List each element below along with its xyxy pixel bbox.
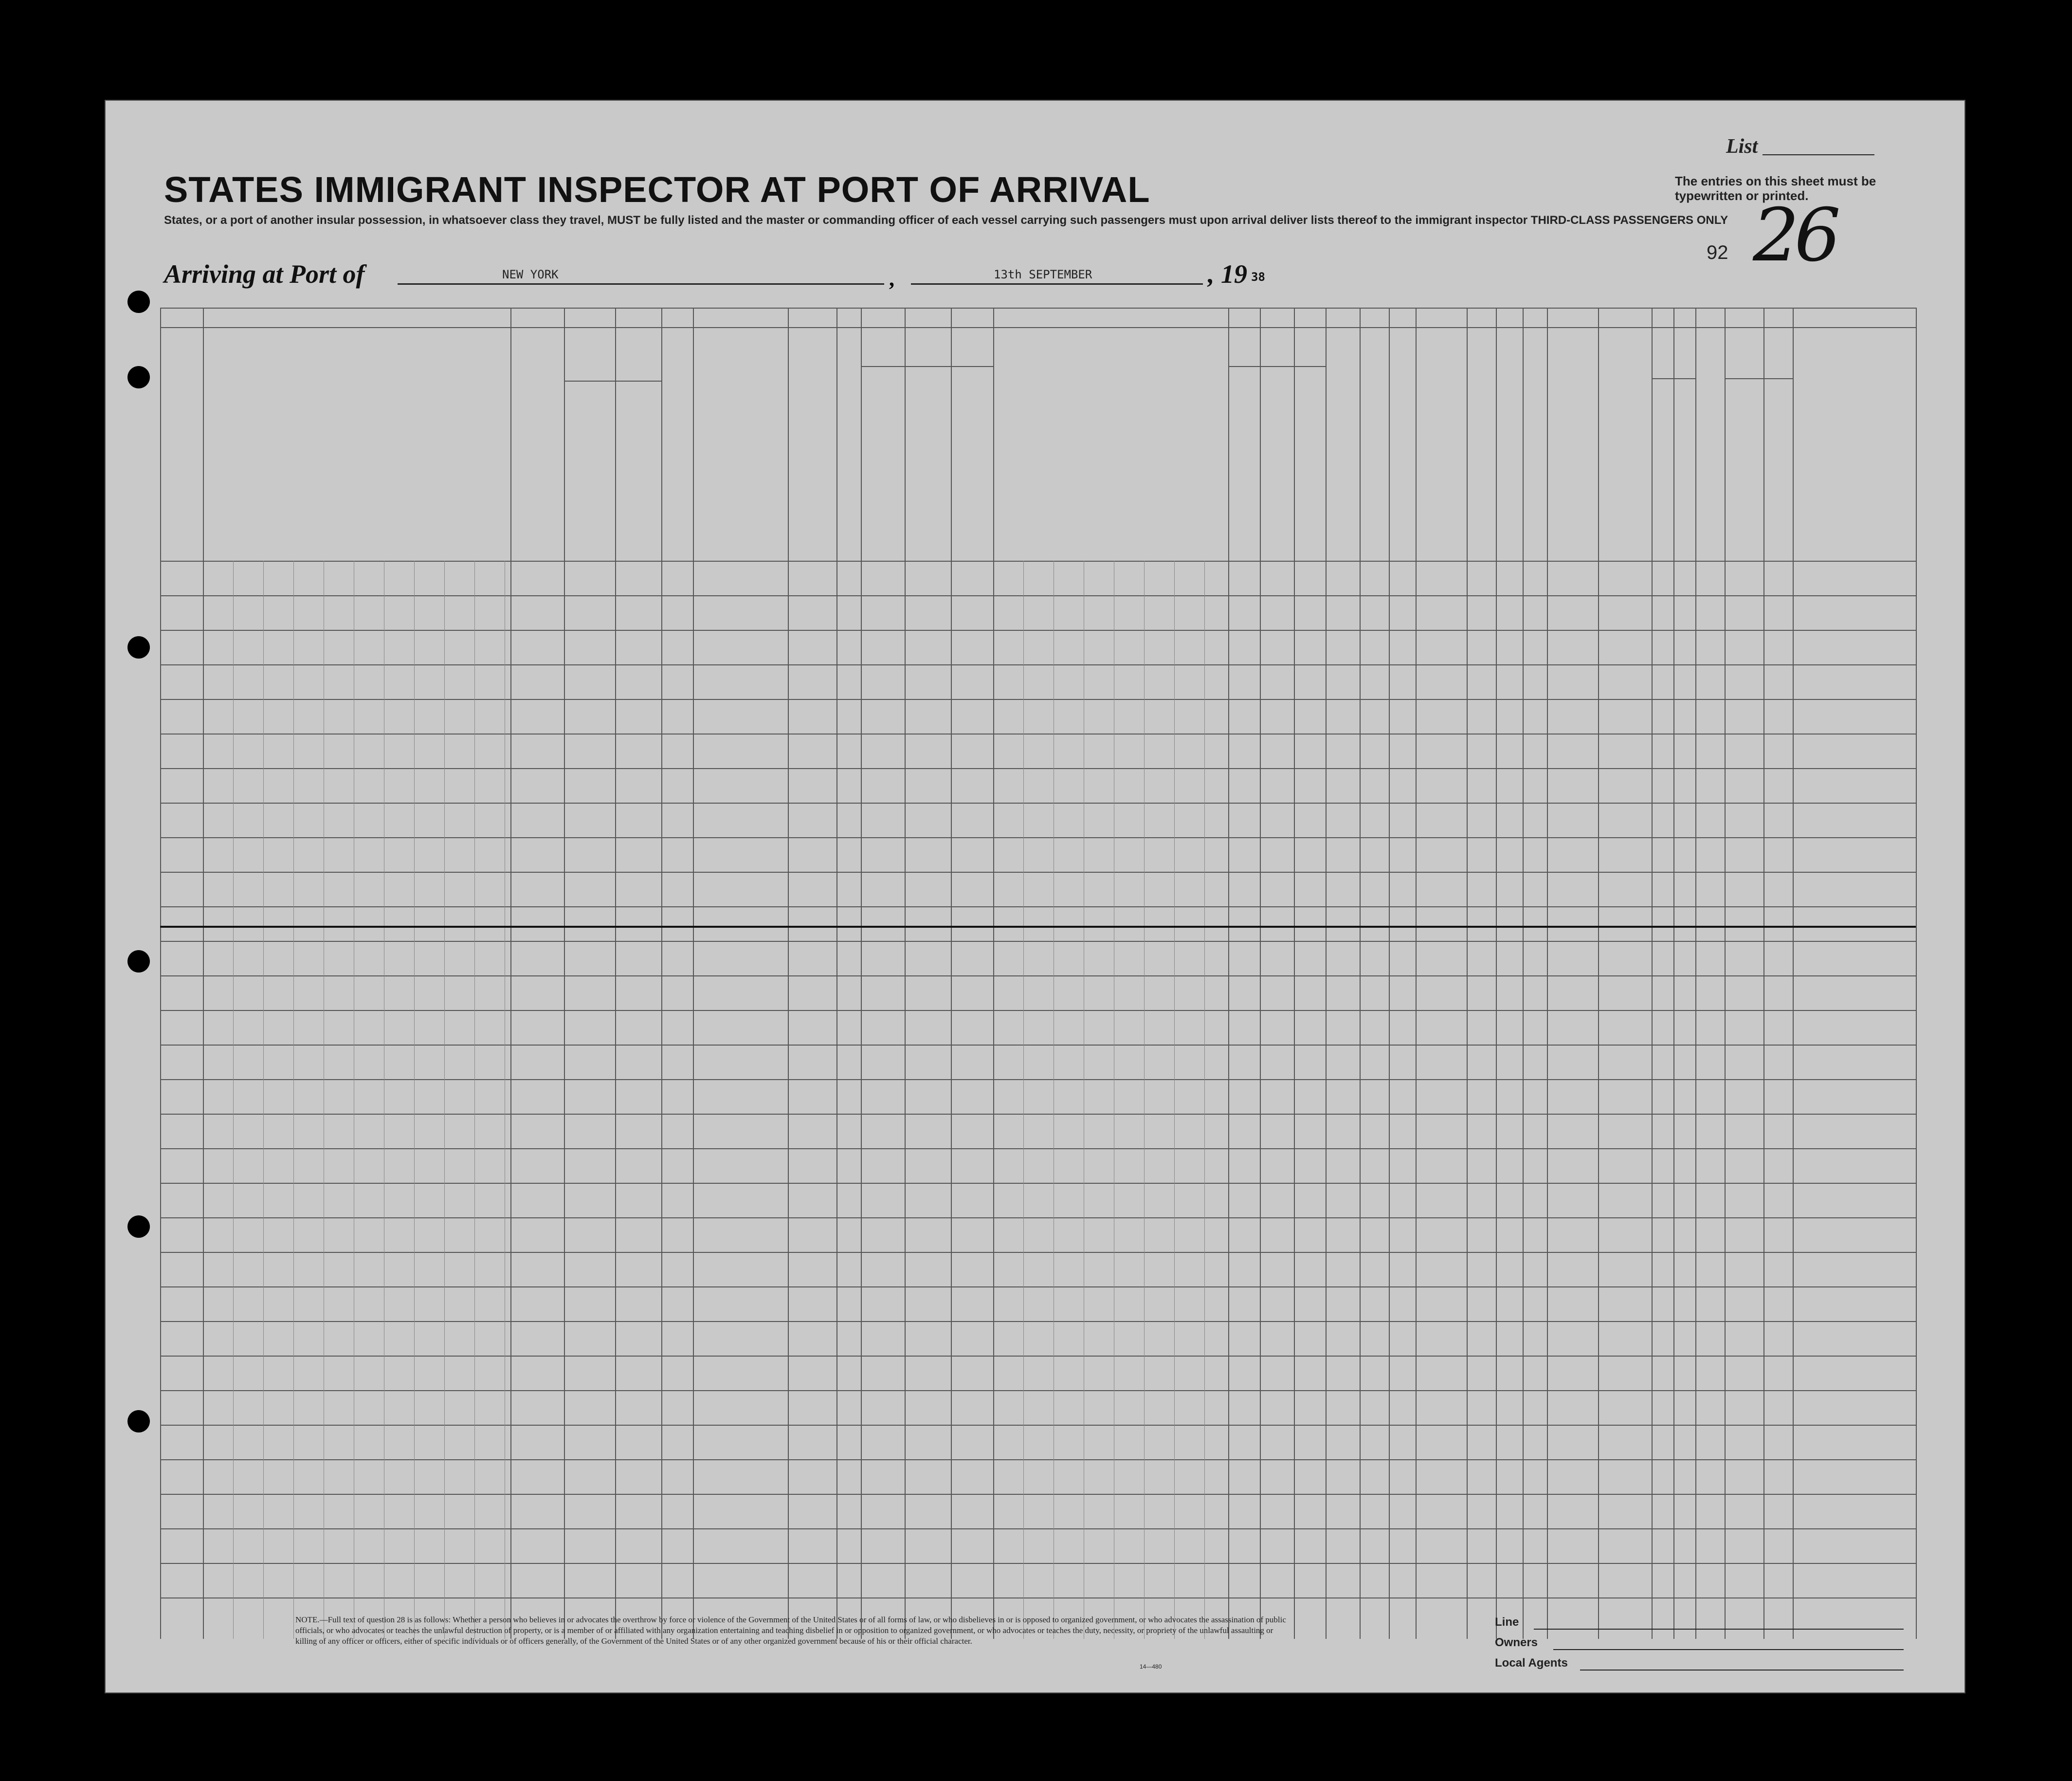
- grid-minor-rule: [293, 561, 294, 1639]
- list-label: List: [1726, 135, 1758, 158]
- arriving-label: Arriving at Port of: [164, 259, 365, 289]
- grid-column-rule: [1598, 308, 1599, 1639]
- grid-column-rule: [1360, 308, 1361, 1639]
- grid-column-rule: [1467, 308, 1468, 1639]
- grid-row-rule: [160, 1286, 1916, 1287]
- grid-subheader-rule: [1725, 378, 1793, 379]
- line-signature-line: [1534, 1628, 1904, 1630]
- grid-minor-rule: [1023, 561, 1024, 1639]
- grid-row-rule: [160, 699, 1916, 700]
- grid-row-rule: [160, 1494, 1916, 1495]
- grid-column-rule: [1793, 308, 1794, 1639]
- grid-column-rule: [1673, 308, 1674, 1639]
- grid-subheader-rule: [861, 366, 993, 367]
- grid-row-rule: [160, 1045, 1916, 1046]
- grid-row-rule: [160, 1114, 1916, 1115]
- grid-column-rule: [1763, 308, 1764, 1639]
- grid-column-rule: [1523, 308, 1524, 1639]
- grid-row-rule: [160, 837, 1916, 838]
- grid-column-rule: [788, 308, 789, 1639]
- column-header-c25: [1328, 342, 1358, 556]
- grid-column-rule: [951, 308, 952, 1639]
- grid-row-rule: [160, 1459, 1916, 1460]
- grid-minor-rule: [474, 561, 475, 1639]
- list-line: [1763, 154, 1874, 155]
- grid-row-rule: [160, 664, 1916, 665]
- grid-row-rule: [160, 1183, 1916, 1184]
- grid-column-rule: [1725, 308, 1726, 1639]
- punch-hole: [127, 950, 150, 973]
- grid-row-rule: [160, 803, 1916, 804]
- column-header-c19: [664, 342, 691, 556]
- grid-row-rule: [160, 1010, 1916, 1011]
- page-title: STATES IMMIGRANT INSPECTOR AT PORT OF ARRIVAL: [164, 169, 1150, 210]
- grid-subheader-rule: [564, 381, 661, 382]
- agents-signature-line: [1580, 1669, 1904, 1671]
- column-header-c24a: [1231, 376, 1258, 556]
- grid-row-rule: [160, 1252, 1916, 1253]
- port-field: [398, 264, 884, 285]
- grid-row-rule: [160, 630, 1916, 631]
- page-subtitle: States, or a port of another insular possession, in whatsoever class they travel, MUST be fully listed and the master or commanding officer of each vessel carrying such passengers must upon arrival deliver lists thereof to the immigrant inspector THIRD-CLASS PASSENGERS ONLY: [164, 214, 1728, 227]
- grid-header-num-rule: [160, 327, 1916, 328]
- punch-hole: [127, 1215, 150, 1238]
- grid-row-rule: [160, 1079, 1916, 1080]
- punch-hole: [127, 366, 150, 388]
- owners-label: Owners: [1495, 1636, 1538, 1649]
- year-suffix: 38: [1251, 270, 1265, 284]
- grid-row-rule: [160, 1321, 1916, 1322]
- owners-signature-line: [1553, 1649, 1904, 1650]
- grid-subheader-rule: [1652, 378, 1695, 379]
- manifest-table: [160, 308, 1916, 1639]
- grid-row-rule: [160, 1563, 1916, 1564]
- column-header-c29: [1470, 342, 1494, 556]
- signoff-block: [1495, 1612, 1568, 1673]
- grid-row-rule: [160, 1528, 1916, 1529]
- grid-column-rule: [510, 308, 511, 1639]
- grid-column-rule: [836, 308, 837, 1639]
- grid-column-rule: [1916, 308, 1917, 1639]
- grid-column-rule: [993, 308, 994, 1639]
- form-number: 14—480: [1140, 1663, 1162, 1670]
- grid-column-rule: [564, 308, 565, 1639]
- grid-row-rule: [160, 1217, 1916, 1218]
- grid-header-top-rule: [160, 308, 1916, 309]
- grid-column-rule: [1389, 308, 1390, 1639]
- grid-row-rule: [160, 595, 1916, 596]
- grid-column-rule: [693, 308, 694, 1639]
- list-number-printed: 92: [1707, 242, 1728, 263]
- grid-row-rule: [160, 872, 1916, 873]
- punch-hole: [127, 1410, 150, 1432]
- manifest-sheet: STATES IMMIGRANT INSPECTOR AT PORT OF ARRIVAL States, or a port of another insular possession, in whatsoever class they travel, MUST be fully listed and the master or commanding officer of each vessel carrying such passengers must upon arrival deliver lists thereof to the immigrant inspector THIRD-CLASS PASSENGERS ONLY Arriving at Port of NEW YORK , 13th SEPTEMBER , 19 38 List The entries on this sheet must be typewritten or printed. 92 26 NOTE.—Full text of question 28 is as follows: Whether a person who believes in or advocates the overthrow by force or violence of the Government of the United States or of all forms of law, or who disbelieves in or is opposed to organized government, or who advocates the assassination of public officials, or who advocates or teaches the unlawful destruction of property, or is a member of or affiliated with any organization entertaining and teaching disbelief in or opposition to organized government, or who advocates or teaches the duty, necessity, or propriety of the unlawful assaulting or killing of any officer or officers, either of specific individuals or of officers generally, of the Government of the United States or of any other organized government because of his or their official character. Line Owners Local Agents 14—480: [105, 100, 1965, 1693]
- grid-row-rule: [160, 1597, 1916, 1598]
- column-header-c26: [1363, 342, 1387, 556]
- punch-hole: [127, 636, 150, 659]
- grid-minor-rule: [263, 561, 264, 1639]
- grid-row-rule: [160, 1390, 1916, 1391]
- footnote: NOTE.—Full text of question 28 is as follows: Whether a person who believes in or advocates the overthrow by force or violence of the Government of the United States or of all forms of law, or who disbelieves in or is opposed to organized government, or who advocates the assassination of public officials, or who advocates or teaches the unlawful destruction of property, or is a member of or affiliated with any organization entertaining and teaching disbelief in or opposition to organized government, or who advocates or teaches the duty, necessity, or propriety of the unlawful assaulting or killing of any officer or officers, either of specific individuals or of officers generally, of the Government of the United States or of any other organized government because of his or their official character.: [295, 1615, 1286, 1646]
- punch-hole: [127, 291, 150, 313]
- line-label: Line: [1495, 1616, 1519, 1629]
- grid-minor-rule: [1204, 561, 1205, 1639]
- grid-row-rule: [160, 1148, 1916, 1149]
- grid-column-rule: [1695, 308, 1696, 1639]
- grid-column-rule: [203, 308, 204, 1639]
- column-header-c21: [791, 342, 813, 556]
- grid-column-rule: [1228, 308, 1229, 1639]
- grid-minor-rule: [444, 561, 445, 1639]
- grid-column-rule: [861, 308, 862, 1639]
- grid-row-rule: [160, 768, 1916, 769]
- grid-row-rule: [160, 975, 1916, 976]
- column-header-c28: [1418, 342, 1465, 556]
- column-header-c24b: [1263, 376, 1292, 556]
- grid-column-rule: [1326, 308, 1327, 1639]
- year-prefix: 19: [1221, 259, 1247, 289]
- grid-row-rule: [160, 561, 1916, 562]
- grid-column-rule: [1260, 308, 1261, 1639]
- grid-column-rule: [1294, 308, 1295, 1639]
- column-header-c31: [1526, 342, 1545, 556]
- column-header-c30: [1499, 342, 1521, 556]
- grid-minor-rule: [233, 561, 234, 1639]
- grid-row-rule: [160, 1356, 1916, 1357]
- grid-column-rule: [1547, 308, 1548, 1639]
- date-field: [911, 264, 1203, 285]
- strikethrough-row-11: [160, 926, 1916, 928]
- typewritten-note: The entries on this sheet must be typewritten or printed.: [1675, 174, 1876, 203]
- grid-minor-rule: [414, 561, 415, 1639]
- column-header-c27: [1392, 342, 1414, 556]
- grid-row-rule: [160, 906, 1916, 907]
- port-value: NEW YORK: [502, 268, 559, 281]
- date-value: 13th SEPTEMBER: [994, 268, 1092, 281]
- grid-column-rule: [905, 308, 906, 1639]
- grid-column-rule: [1652, 308, 1653, 1639]
- column-header-c24c: [1297, 376, 1324, 556]
- grid-row-rule: [160, 941, 1916, 942]
- grid-subheader-rule: [1228, 366, 1326, 367]
- grid-row-rule: [160, 1425, 1916, 1426]
- grid-column-rule: [1496, 308, 1497, 1639]
- grid-minor-rule: [1144, 561, 1145, 1639]
- list-number-handwritten: 26: [1753, 193, 1836, 278]
- grid-minor-rule: [1174, 561, 1175, 1639]
- grid-column-rule: [160, 308, 161, 1639]
- grid-column-rule: [1416, 308, 1417, 1639]
- grid-column-rule: [615, 308, 616, 1639]
- grid-column-rule: [661, 308, 662, 1639]
- local-agents-label: Local Agents: [1495, 1656, 1568, 1670]
